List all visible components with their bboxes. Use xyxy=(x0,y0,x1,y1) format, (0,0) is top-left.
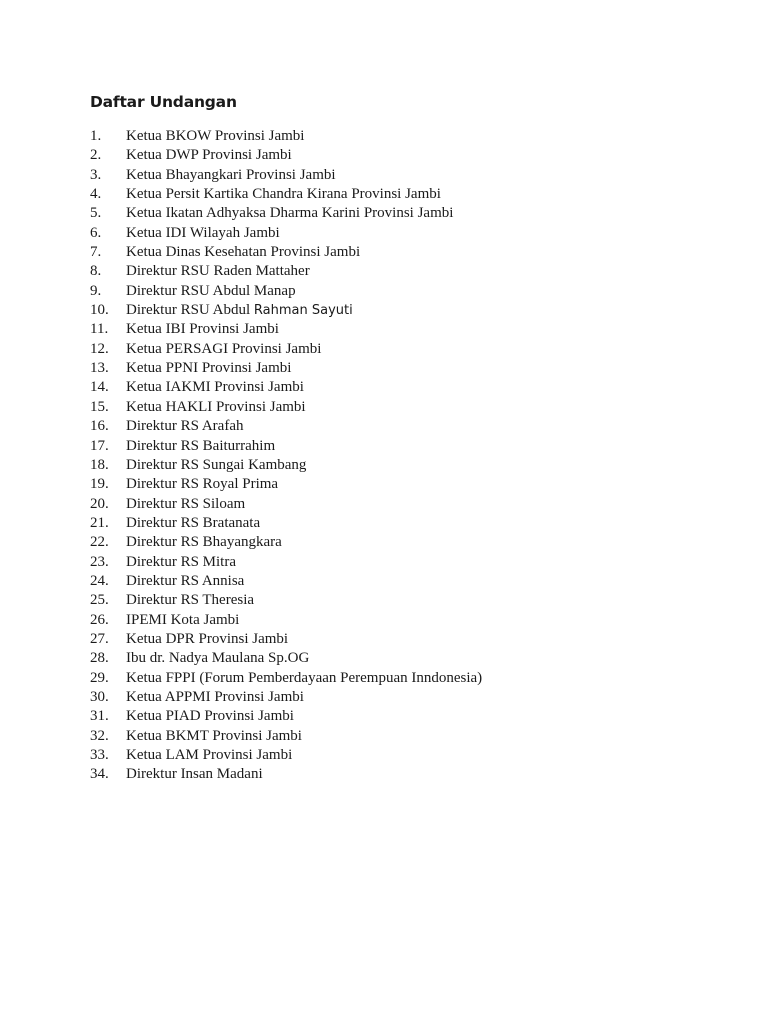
list-item-text xyxy=(126,340,321,359)
list-item-label: Ketua Dinas Kesehatan Provinsi Jambi xyxy=(126,244,361,261)
list-item-text xyxy=(126,185,441,204)
list-item xyxy=(90,456,482,475)
list-item xyxy=(90,301,482,320)
list-item-number: 28. xyxy=(90,650,109,667)
list-item-label: Ibu dr. Nadya Maulana Sp.OG xyxy=(126,650,310,667)
list-item xyxy=(90,553,482,572)
list-item-number: 29. xyxy=(90,669,109,686)
list-item-text xyxy=(126,514,260,533)
list-item xyxy=(90,320,482,339)
list-item xyxy=(90,572,482,591)
list-item-number: 17. xyxy=(90,437,109,454)
list-item-label: Direktur RS Royal Prima xyxy=(126,476,279,493)
list-item-number: 33. xyxy=(90,747,109,763)
list-item xyxy=(90,727,482,746)
list-item-number: 19. xyxy=(90,476,109,493)
list-item-text xyxy=(126,727,302,746)
list-item-text xyxy=(126,146,292,165)
list-item-number: 7. xyxy=(90,244,102,261)
list-item-text xyxy=(126,398,306,417)
list-item-number: 22. xyxy=(90,534,109,551)
list-item xyxy=(90,378,482,397)
list-item-label: Ketua Ikatan Adhyaksa Dharma Karini Provinsi Jambi xyxy=(126,205,454,222)
list-item-label: IPEMI Kota Jambi xyxy=(126,611,240,628)
list-item-text xyxy=(126,707,294,726)
list-item-number: 10. xyxy=(90,302,109,319)
list-item-number: 23. xyxy=(90,553,109,570)
list-item-number: 20. xyxy=(90,495,109,512)
list-item-number: 8. xyxy=(90,263,102,280)
list-item-number: 18. xyxy=(90,456,109,473)
list-item-text xyxy=(126,166,336,185)
list-item-label: Ketua LAM Provinsi Jambi xyxy=(126,747,293,763)
list-item-number: 31. xyxy=(90,708,109,725)
list-item xyxy=(90,495,482,514)
list-item xyxy=(90,746,482,765)
list-item-label: Ketua PPNI Provinsi Jambi xyxy=(126,360,292,377)
list-item-text xyxy=(126,224,280,243)
list-item-number: 16. xyxy=(90,418,109,435)
list-item xyxy=(90,282,482,301)
list-item xyxy=(90,533,482,552)
list-item-text xyxy=(126,649,309,668)
list-item-label-sans: Rahman Sayuti xyxy=(253,303,353,319)
list-item-number: 34. xyxy=(90,766,109,783)
list-item-label: Ketua PIAD Provinsi Jambi xyxy=(126,708,294,725)
list-item xyxy=(90,262,482,281)
list-item-number: 25. xyxy=(90,592,109,609)
list-item-text xyxy=(126,591,254,610)
list-item-text xyxy=(126,127,304,146)
list-item xyxy=(90,514,482,533)
list-item-text xyxy=(126,553,236,572)
list-item xyxy=(90,649,482,668)
list-item xyxy=(90,475,482,494)
list-item-label: Direktur RSU Raden Mattaher xyxy=(126,263,310,280)
list-item-label: Ketua HAKLI Provinsi Jambi xyxy=(126,398,306,415)
list-item xyxy=(90,437,482,456)
list-item-text xyxy=(126,243,360,262)
list-item-text xyxy=(126,456,306,475)
list-item-label: Ketua IDI Wilayah Jambi xyxy=(126,224,280,241)
list-item-number: 24. xyxy=(90,572,109,589)
list-item-label: Ketua BKMT Provinsi Jambi xyxy=(126,727,302,744)
list-item-text xyxy=(126,495,245,514)
list-item xyxy=(90,765,482,784)
list-item-label: Ketua IBI Provinsi Jambi xyxy=(126,321,279,338)
list-item-number: 2. xyxy=(90,147,102,164)
list-item-number: 21. xyxy=(90,514,109,531)
list-item-label: Direktur RS Bratanata xyxy=(126,514,261,531)
list-item-number: 5. xyxy=(90,205,102,222)
list-item-label: Direktur RSU Abdul xyxy=(126,302,251,319)
list-item-label: Direktur RS Baiturrahim xyxy=(126,437,276,454)
list-item xyxy=(90,417,482,436)
list-item-label: Direktur Insan Madani xyxy=(126,766,263,783)
list-item-number: 27. xyxy=(90,630,109,647)
document-title: Daftar Undangan xyxy=(90,93,237,111)
list-item-text xyxy=(126,204,453,223)
list-item-text xyxy=(126,301,353,320)
list-item-label: Ketua IAKMI Provinsi Jambi xyxy=(126,379,304,396)
list-item xyxy=(90,359,482,378)
list-item-text xyxy=(126,437,275,456)
list-item xyxy=(90,707,482,726)
list-item xyxy=(90,611,482,630)
list-item xyxy=(90,127,482,146)
list-item-text xyxy=(126,262,310,281)
list-item-text xyxy=(126,282,296,301)
list-item xyxy=(90,591,482,610)
list-item-number: 11. xyxy=(90,321,109,338)
list-item-label: Ketua APPMI Provinsi Jambi xyxy=(126,688,304,705)
list-item-text xyxy=(126,611,239,630)
list-item xyxy=(90,398,482,417)
list-item-label: Ketua PERSAGI Provinsi Jambi xyxy=(126,340,322,357)
list-item xyxy=(90,669,482,688)
list-item-label: Direktur RS Mitra xyxy=(126,553,236,570)
list-item-number: 14. xyxy=(90,379,109,396)
list-item-text xyxy=(126,378,304,397)
list-item-text xyxy=(126,746,292,765)
list-item-number: 30. xyxy=(90,688,109,705)
list-item-number: 4. xyxy=(90,186,102,203)
list-item-number: 13. xyxy=(90,360,109,377)
list-item-number: 26. xyxy=(90,611,109,628)
list-item xyxy=(90,340,482,359)
list-item-text xyxy=(126,765,263,784)
list-item-label: Direktur RS Siloam xyxy=(126,495,246,512)
list-item-text xyxy=(126,533,282,552)
list-item-number: 6. xyxy=(90,224,102,241)
list-item-label: Direktur RS Arafah xyxy=(126,418,244,435)
list-item-label: Ketua Persit Kartika Chandra Kirana Provinsi Jambi xyxy=(126,186,441,203)
list-item-number: 1. xyxy=(90,128,102,144)
list-item xyxy=(90,243,482,262)
list-item-label: Ketua Bhayangkari Provinsi Jambi xyxy=(126,166,336,183)
list-item-number: 32. xyxy=(90,727,109,744)
list-item-label: Direktur RS Annisa xyxy=(126,572,245,589)
list-item-text xyxy=(126,475,278,494)
list-item-label: Ketua DPR Provinsi Jambi xyxy=(126,630,289,647)
invitation-list xyxy=(90,127,482,785)
list-item-label: Ketua DWP Provinsi Jambi xyxy=(126,147,292,164)
list-item-text xyxy=(126,669,482,688)
list-item-number: 3. xyxy=(90,166,102,183)
list-item-label: Direktur RS Sungai Kambang xyxy=(126,456,307,473)
list-item-label: Direktur RS Theresia xyxy=(126,592,255,609)
list-item-label: Ketua FPPI (Forum Pemberdayaan Perempuan Inndonesia) xyxy=(126,669,483,686)
list-item xyxy=(90,688,482,707)
list-item xyxy=(90,630,482,649)
list-item xyxy=(90,166,482,185)
list-item xyxy=(90,146,482,165)
list-item xyxy=(90,224,482,243)
list-item xyxy=(90,185,482,204)
list-item-label: Ketua BKOW Provinsi Jambi xyxy=(126,128,305,144)
list-item xyxy=(90,204,482,223)
list-item-number: 12. xyxy=(90,340,109,357)
list-item-label: Direktur RSU Abdul Manap xyxy=(126,282,296,299)
list-item-text xyxy=(126,572,244,591)
list-item-text xyxy=(126,359,291,378)
list-item-text xyxy=(126,630,288,649)
list-item-text xyxy=(126,417,243,436)
list-item-number: 9. xyxy=(90,282,102,299)
list-item-number: 15. xyxy=(90,398,109,415)
list-item-text xyxy=(126,320,279,339)
list-item-label: Direktur RS Bhayangkara xyxy=(126,534,282,551)
list-item-text xyxy=(126,688,304,707)
